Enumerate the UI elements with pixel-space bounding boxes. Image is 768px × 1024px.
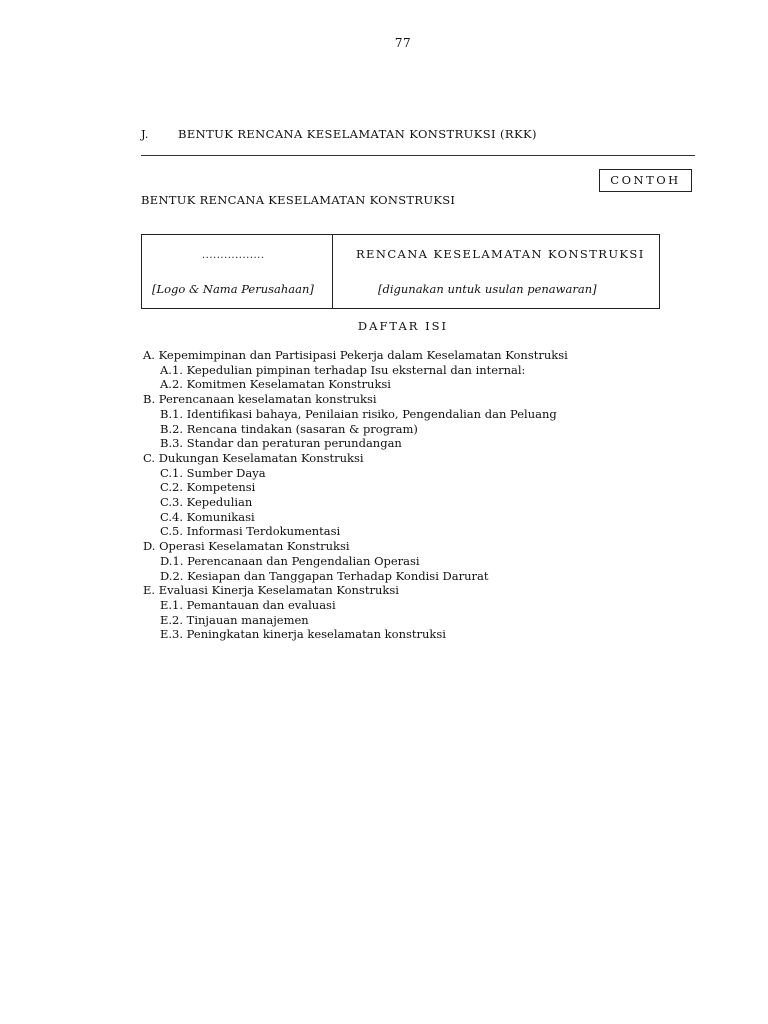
toc-item: D. Operasi Keselamatan Konstruksi: [143, 539, 350, 554]
table-of-contents: [143, 348, 568, 642]
toc-item: E. Evaluasi Kinerja Keselamatan Konstruksi: [143, 583, 399, 598]
logo-company-placeholder: [Logo & Nama Perusahaan]: [152, 282, 314, 296]
page-number: 77: [394, 36, 412, 50]
toc-subitem: C.2. Kompetensi: [160, 480, 256, 495]
header-box: [141, 234, 660, 309]
toc-subitem: B.2. Rencana tindakan (sasaran & program): [160, 421, 418, 436]
toc-item: C. Dukungan Keselamatan Konstruksi: [143, 450, 364, 465]
toc-subitem: E.1. Pemantauan dan evaluasi: [160, 597, 336, 612]
toc-subitem: C.5. Informasi Terdokumentasi: [160, 524, 341, 539]
contoh-box: CONTOH: [599, 169, 692, 192]
section-title: BENTUK RENCANA KESELAMATAN KONSTRUKSI (RKK): [178, 127, 537, 141]
toc-subitem: E.3. Peningkatan kinerja keselamatan konstruksi: [160, 627, 446, 642]
header-box-title: RENCANA KESELAMATAN KONSTRUKSI: [356, 247, 645, 261]
toc-subitem: A.2. Komitmen Keselamatan Konstruksi: [160, 377, 391, 392]
toc-item: B. Perencanaan keselamatan konstruksi: [143, 392, 377, 407]
header-box-note: [digunakan untuk usulan penawaran]: [378, 282, 597, 296]
toc-subitem: C.4. Komunikasi: [160, 509, 255, 524]
toc-subitem: B.1. Identifikasi bahaya, Penilaian risiko, Pengendalian dan Peluang: [160, 406, 557, 421]
toc-subitem: E.2. Tinjauan manajemen: [160, 612, 309, 627]
toc-subitem: D.2. Kesiapan dan Tanggapan Terhadap Kondisi Darurat: [160, 568, 489, 583]
toc-title: DAFTAR ISI: [357, 319, 449, 333]
section-letter: J.: [141, 127, 149, 141]
toc-subitem: A.1. Kepedulian pimpinan terhadap Isu eksternal dan internal:: [160, 362, 526, 377]
toc-subitem: C.3. Kepedulian: [160, 495, 253, 510]
document-subtitle: BENTUK RENCANA KESELAMATAN KONSTRUKSI: [141, 193, 456, 207]
toc-item: A. Kepemimpinan dan Partisipasi Pekerja dalam Keselamatan Konstruksi: [143, 348, 568, 362]
toc-subitem: C.1. Sumber Daya: [160, 465, 266, 480]
company-placeholder-dots: .................: [202, 250, 265, 261]
header-box-divider: [332, 235, 333, 308]
toc-subitem: D.1. Perencanaan dan Pengendalian Operasi: [160, 553, 420, 568]
section-divider: [141, 155, 695, 156]
toc-subitem: B.3. Standar dan peraturan perundangan: [160, 436, 402, 451]
